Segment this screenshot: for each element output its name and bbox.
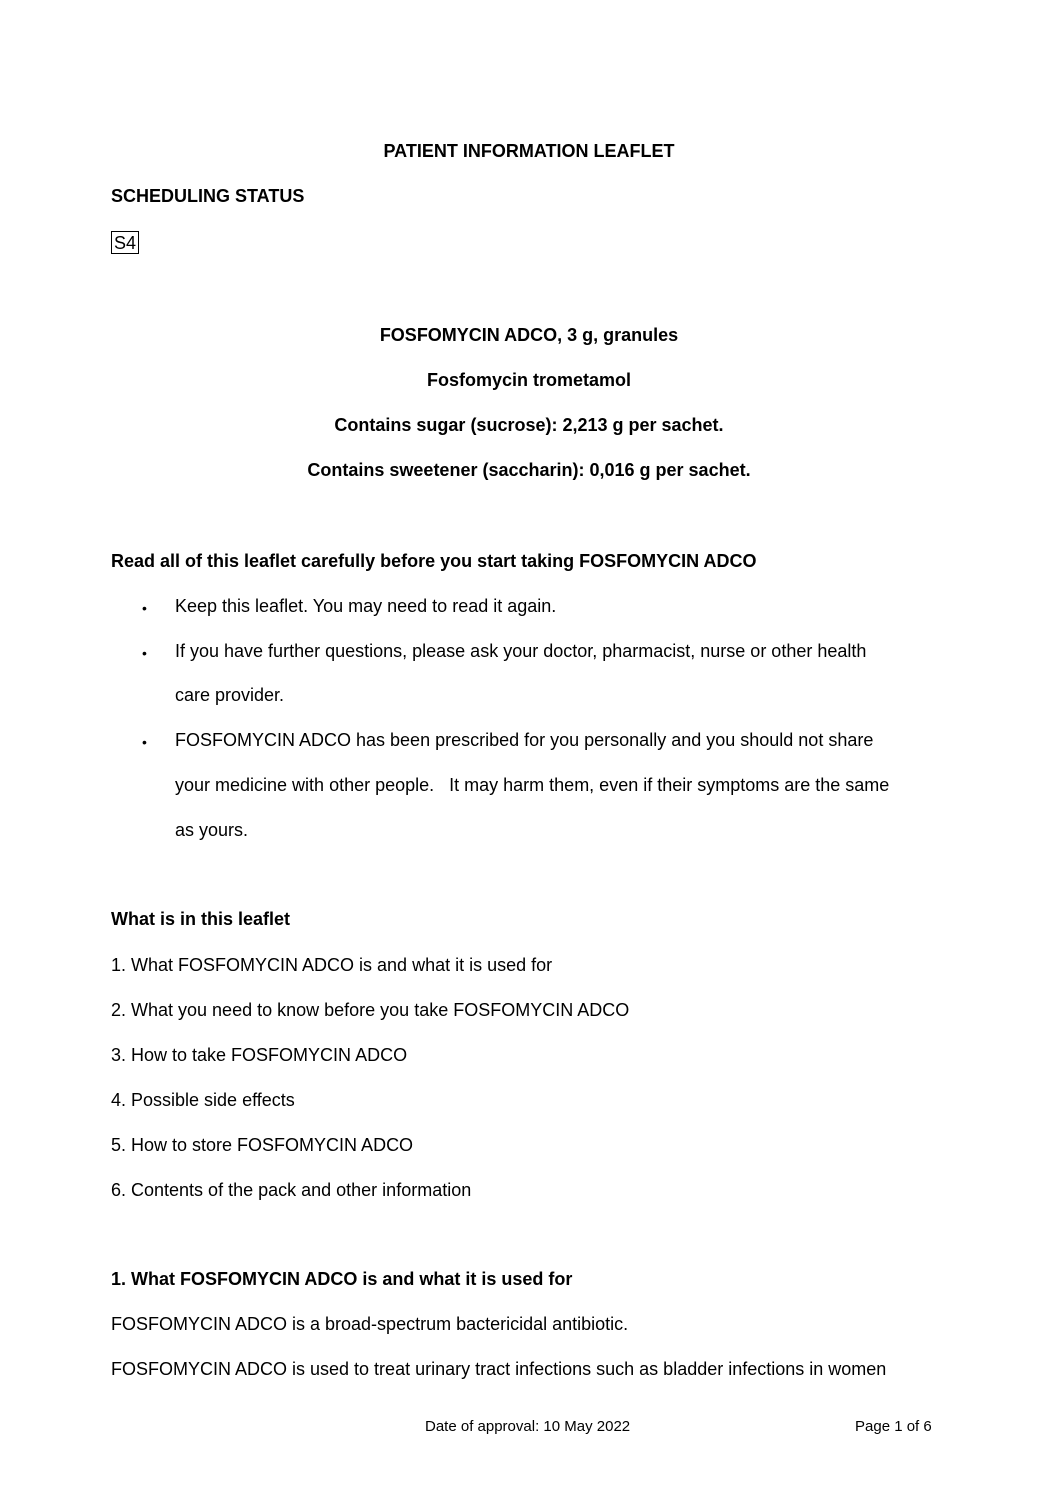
section1-heading: 1. What FOSFOMYCIN ADCO is and what it is used for [111,1269,573,1289]
bullet-item-prescribed-end: as yours. [175,820,249,840]
sugar-content: Contains sugar (sucrose): 2,213 g per sachet. [334,415,724,435]
document-title: PATIENT INFORMATION LEAFLET [383,141,675,161]
toc-item: 6. Contents of the pack and other information [111,1180,472,1200]
read-heading: Read all of this leaflet carefully before you start taking FOSFOMYCIN ADCO [111,551,757,571]
section1-paragraph: FOSFOMYCIN ADCO is used to treat urinary tract infections such as bladder infections in women [111,1359,887,1379]
toc-item: 5. How to store FOSFOMYCIN ADCO [111,1135,414,1155]
toc-heading: What is in this leaflet [111,909,291,929]
product-substance: Fosfomycin trometamol [426,370,632,390]
bullet-item-questions: If you have further questions, please ask your doctor, pharmacist, nurse or other health [175,641,867,661]
approval-date: Date of approval: 10 May 2022 [425,1418,631,1435]
sweetener-content: Contains sweetener (saccharin): 0,016 g per sachet. [307,460,751,480]
section1-paragraph: FOSFOMYCIN ADCO is a broad-spectrum bactericidal antibiotic. [111,1314,629,1334]
bullet-item-questions-cont: care provider. [175,685,285,705]
toc-item: 3. How to take FOSFOMYCIN ADCO [111,1045,408,1065]
bullet-marker: • [142,734,147,750]
toc-item: 1. What FOSFOMYCIN ADCO is and what it is used for [111,955,553,975]
scheduling-heading: SCHEDULING STATUS [111,186,305,206]
product-name: FOSFOMYCIN ADCO, 3 g, granules [379,325,679,345]
toc-item: 2. What you need to know before you take FOSFOMYCIN ADCO [111,1000,630,1020]
page-number: Page 1 of 6 [855,1418,932,1435]
toc-item: 4. Possible side effects [111,1090,295,1110]
schedule-box: S4 [111,231,139,254]
bullet-item-prescribed: FOSFOMYCIN ADCO has been prescribed for you personally and you should not share [175,730,874,750]
bullet-marker: • [142,600,147,616]
bullet-item-keep-leaflet: Keep this leaflet. You may need to read it again. [175,596,557,616]
bullet-item-prescribed-cont: your medicine with other people. It may harm them, even if their symptoms are the same [175,775,890,795]
bullet-marker: • [142,645,147,661]
